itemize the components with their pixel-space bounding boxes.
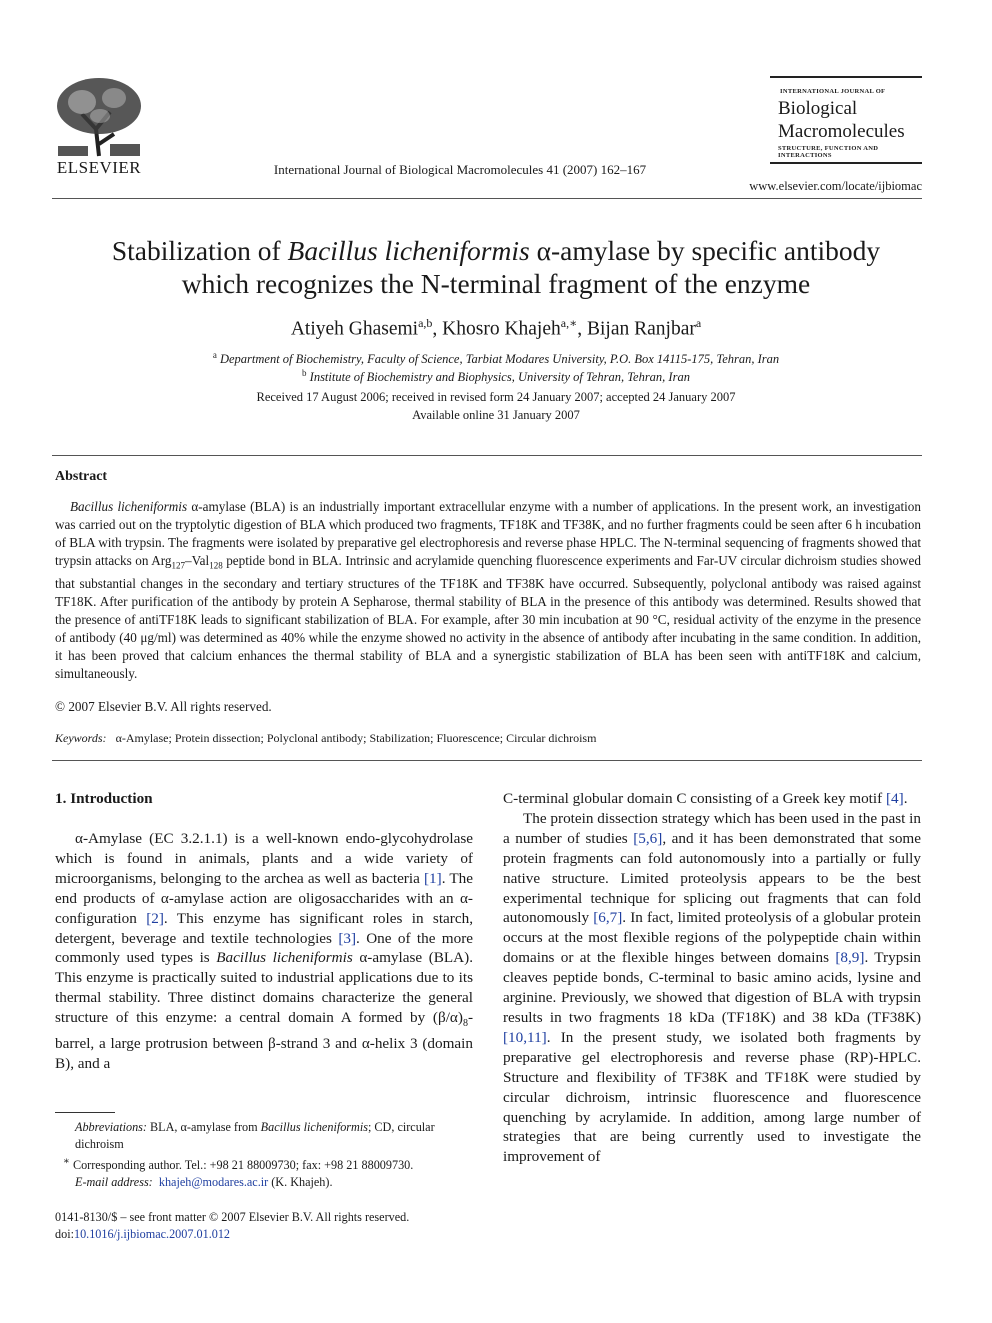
text-run: C-terminal globular domain C consisting of a Greek key motif <box>503 790 886 807</box>
article-title <box>60 234 932 300</box>
author-name[interactable]: Khosro Khajeh <box>442 318 561 340</box>
author-affil-mark[interactable]: a,b <box>418 316 433 330</box>
text-run: . Trypsin cleaves peptide bonds, C-terminal to basic amino acids, lysine and arginine. Previously, we showed that digestion of BLA with trypsin results in two fragments 18 kDa (TF18K) and 38 kDa (TF38K) <box>503 949 922 1026</box>
abstract-text-3: peptide bond in BLA. Intrinsic and acrylamide quenching fluorescence experiments and Far-UV circular dichroism studies showed that substantial changes in the secondary and tertiary structures of the TF18K and TF38K have occurred. Subsequently, polyclonal antibody was raised against TF18K. After purification of the antibody by protein A Sepharose, thermal stability of BLA in the presence of this antibody was determined. Results showed that the presence of antiTF18K leads to significant stabilization of BLA. For example, after 30 min incubation at 90 °C, residual activity of the enzyme in the presence of antibody (40 μg/ml) was determined as 40% while the enzyme showed no activity in the absence of antibody after incubating in the same condition. In addition, it has been proved that calcium enhances the thermal stability of BLA and a synergistic stabilization of BLA has been seen with antiTF18K and calcium, simultaneously. <box>55 553 922 682</box>
text-run: . This enzyme has significant roles in starch, detergent, beverage and textile technologies <box>55 909 473 947</box>
text-run: . In fact, limited proteolysis of a globular protein occurs at the most flexible regions of the polypeptide chain within domains or at the flexible hinges between domains <box>503 909 921 967</box>
species-name: Bacillus licheniformis <box>260 1120 368 1134</box>
species-name: Bacillus licheniformis <box>216 949 353 967</box>
abstract-text-1: α-amylase (BLA) is an industrially important extracellular enzyme with a number of applications. In the present work, an investigation was carried out on the tryptolytic digestion of BLA which produced two fragments, TF18K and TF38K, and no further fragments could be seen after 6 h incubation of BLA with trypsin. The fragments were isolated by preparative gel electrophoresis and reverse phase HPLC. The N-terminal sequencing of fragments showed that trypsin attacks on Arg <box>55 499 921 569</box>
abstract-body <box>55 498 921 684</box>
abstract-sub-128: 128 <box>209 560 223 571</box>
doi-label: doi: <box>55 1227 74 1241</box>
author-list: Atiyeh Ghasemi$^{a,b}$, Khosro Khajeh$^{a,∗}$, Bijan Ranjbar$^a$ <box>290 316 702 340</box>
journal-citation: International Journal of Biological Macromolecules 41 (2007) 162–167 <box>273 162 647 177</box>
received-dates: Received 17 August 2006; received in revised form 24 January 2007; accepted 24 January 2007 <box>256 390 736 404</box>
keywords <box>55 731 921 746</box>
header-divider <box>52 198 922 199</box>
citation-ref[interactable]: [10,11] <box>503 1028 547 1046</box>
citation-ref[interactable]: [8,9] <box>835 949 865 967</box>
text-run: . In the present study, we isolated both fragments by preparative gel electrophoresis and reverse phase (RP)-HPLC. Structure and flexibility of TF38K and TF18K were studied by circular dichroism, intrinsic fluorescence and fluorescence quenching by acrylamide. In addition, among large number of strategies that are being currently used to investigate the improvement of <box>503 1028 921 1166</box>
author-affil-mark[interactable]: a <box>695 316 702 330</box>
affiliation-text: Department of Biochemistry, Faculty of Science, Tarbiat Modares University, P.O. Box 14115-175, Tehran, Iran <box>219 352 780 367</box>
footnote-rule <box>55 1112 115 1113</box>
title-line2: which recognizes the N-terminal fragment of the enzyme <box>181 268 811 299</box>
text-run: α-amylase (BLA). This enzyme is practically suited to industrial applications due to its thermal stability. Three distinct domains characterize the general structure of this enzyme: a central domain A formed by (β/α) <box>55 949 473 1027</box>
masthead-name-line2: Macromolecules <box>778 121 905 142</box>
abstract-sub-127: 127 <box>171 560 186 571</box>
masthead-top-line: INTERNATIONAL JOURNAL OF <box>780 88 886 95</box>
text-run: α-Amylase (EC 3.2.1.1) is a well-known endo-glycohydrolase which is found in animals, plants and a wide variety of microorganisms, belonging to the archea as well as bacteria <box>55 830 473 887</box>
abstract-copyright: © 2007 Elsevier B.V. All rights reserved. <box>55 699 272 714</box>
citation-ref[interactable]: [5,6] <box>633 829 663 847</box>
footnotes <box>55 1119 475 1191</box>
text-run: BLA, α-amylase from <box>146 1120 261 1134</box>
text-run: The protein dissection strategy which has been used in the past in a number of studies <box>503 809 921 847</box>
citation-ref[interactable]: [4] <box>885 790 904 807</box>
author-name[interactable]: Bijan Ranjbar <box>587 318 696 340</box>
issn-line: 0141-8130/$ – see front matter © 2007 Elsevier B.V. All rights reserved. <box>55 1210 410 1224</box>
email-link[interactable]: khajeh@modares.ac.ir <box>158 1175 269 1190</box>
doi-line <box>55 1226 475 1243</box>
citation-ref[interactable]: [3] <box>338 929 357 947</box>
abstract-heading: Abstract <box>55 469 108 484</box>
title-part1: Stabilization of <box>111 235 288 266</box>
left-column <box>55 829 473 1074</box>
citation-ref[interactable]: [6,7] <box>593 909 623 927</box>
email-label: E-mail address: <box>75 1175 153 1190</box>
text-run: , and it has been demonstrated that some protein fragments can fold autonomously into a partially or fully native structure. Limited proteolysis appears to be the best experimental technique for splicing out fragments that can fold autonomously <box>503 829 921 927</box>
front-matter <box>55 1209 475 1243</box>
text-run: -barrel, a large protrusion between β-strand 3 and α-helix 3 (domain B), and a <box>55 1009 473 1072</box>
abstract-bottom-divider <box>52 760 922 761</box>
footnote-mark: ∗ <box>63 1156 70 1167</box>
abstract-text-2: –Val <box>185 553 210 569</box>
text-run: Corresponding author. Tel.: +98 21 88009730; fax: +98 21 88009730. <box>69 1158 414 1173</box>
title-part2: α-amylase by specific antibody <box>529 235 881 266</box>
abstract-species: Bacillus licheniformis <box>70 499 188 514</box>
text-run: (K. Khajeh). <box>268 1175 333 1190</box>
footnote-corresponding <box>55 1153 475 1174</box>
affiliation-b <box>60 368 932 385</box>
keywords-label: Keywords: <box>55 731 107 745</box>
online-date: Available online 31 January 2007 <box>412 408 580 422</box>
text-run: . <box>903 790 908 807</box>
affiliation-a <box>60 350 932 367</box>
text-run: ; CD, circular dichroism <box>75 1120 435 1151</box>
footnote-abbreviations <box>55 1119 475 1153</box>
masthead-name-line1: Biological <box>778 98 858 119</box>
abbreviations-label: Abbreviations: <box>75 1120 147 1134</box>
affiliation-text: Institute of Biochemistry and Biophysics, University of Tehran, Tehran, Iran <box>309 370 690 385</box>
journal-url[interactable]: www.elsevier.com/locate/ijbiomac <box>749 179 922 193</box>
keywords-list: α-Amylase; Protein dissection; Polyclonal antibody; Stabilization; Fluorescence; Circular dichroism <box>115 731 597 745</box>
citation-ref[interactable]: [1] <box>423 869 442 887</box>
masthead-rule-bottom <box>770 162 922 164</box>
section-heading-introduction: 1. Introduction <box>55 790 153 807</box>
journal-masthead <box>770 76 922 164</box>
subscript: 8 <box>462 1018 468 1030</box>
affiliation-mark: b <box>302 368 307 378</box>
footnote-email <box>55 1174 475 1191</box>
author-affil-mark[interactable]: a,∗ <box>560 316 578 330</box>
text-run: . One of the more commonly used types is <box>55 929 474 967</box>
intro-paragraph-continued <box>503 789 921 809</box>
citation-ref[interactable]: [2] <box>146 909 164 927</box>
abstract-top-divider <box>52 455 922 456</box>
doi-link[interactable]: 10.1016/j.ijbiomac.2007.01.012 <box>73 1227 231 1241</box>
masthead-sub-line: STRUCTURE, FUNCTION AND INTERACTIONS <box>778 145 879 159</box>
masthead-rule-top <box>770 76 922 78</box>
author-name[interactable]: Atiyeh Ghasemi <box>290 318 419 340</box>
intro-paragraph <box>55 829 473 1074</box>
affiliation-mark: a <box>212 350 217 360</box>
text-run: . The end products of α-amylase action are oligosaccharides with an α-configuration <box>55 869 473 927</box>
right-column <box>503 789 921 1167</box>
title-species: Bacillus licheniformis <box>287 235 530 266</box>
intro-paragraph <box>503 809 921 1167</box>
publisher-name: ELSEVIER <box>56 158 142 177</box>
